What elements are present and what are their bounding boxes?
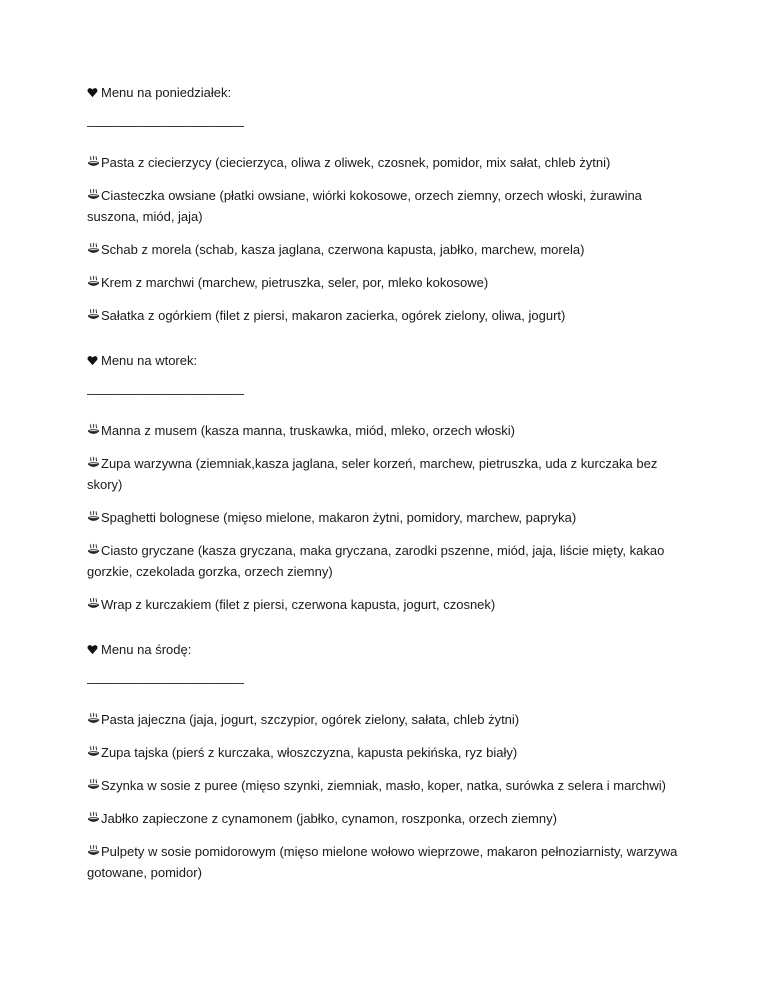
menu-item	[87, 185, 687, 227]
divider-line: —————————————	[87, 386, 243, 401]
hot-dish-icon	[87, 155, 100, 168]
menu-item	[87, 808, 687, 829]
menu-item-text: Pasta z ciecierzycy (ciecierzyca, oliwa z oliwek, czosnek, pomidor, mix sałat, chleb żytni)	[101, 155, 611, 170]
document-page	[87, 82, 687, 907]
menu-heading	[87, 82, 687, 103]
hot-dish-icon	[87, 811, 100, 824]
menu-item	[87, 239, 687, 260]
hot-dish-icon	[87, 712, 100, 725]
menu-item	[87, 594, 687, 615]
menu-item-text: Ciasto gryczane (kasza gryczana, maka gryczana, zarodki pszenne, miód, jaja, liście mięty, kakao gorzkie, czekolada gorzka, orzech ziemny)	[87, 543, 665, 579]
hot-dish-icon	[87, 597, 100, 610]
hot-dish-icon	[87, 423, 100, 436]
menu-item	[87, 775, 687, 796]
menu-heading-text: Menu na środę:	[101, 642, 192, 657]
heart-icon	[87, 87, 98, 98]
menu-heading-text: Menu na wtorek:	[101, 353, 198, 368]
divider-line: —————————————	[87, 118, 243, 133]
hot-dish-icon	[87, 308, 100, 321]
menu-section-wednesday	[87, 639, 687, 883]
menu-item-text: Zupa tajska (pierś z kurczaka, włoszczyzna, kapusta pekińska, ryz biały)	[101, 745, 518, 760]
menu-section-tuesday	[87, 350, 687, 615]
menu-item	[87, 305, 687, 326]
menu-item	[87, 272, 687, 293]
hot-dish-icon	[87, 745, 100, 758]
hot-dish-icon	[87, 456, 100, 469]
menu-item	[87, 152, 687, 173]
menu-item-text: Jabłko zapieczone z cynamonem (jabłko, cynamon, roszponka, orzech ziemny)	[101, 811, 557, 826]
menu-item-text: Ciasteczka owsiane (płatki owsiane, wiórki kokosowe, orzech ziemny, orzech włoski, żurawina suszona, miód, jaja)	[87, 188, 642, 224]
menu-heading-text: Menu na poniedziałek:	[101, 85, 232, 100]
menu-item	[87, 742, 687, 763]
hot-dish-icon	[87, 778, 100, 791]
menu-item	[87, 507, 687, 528]
menu-item-text: Wrap z kurczakiem (filet z piersi, czerwona kapusta, jogurt, czosnek)	[101, 597, 496, 612]
menu-item	[87, 709, 687, 730]
menu-heading	[87, 350, 687, 371]
menu-section-monday	[87, 82, 687, 326]
menu-item-text: Pulpety w sosie pomidorowym (mięso mielone wołowo wieprzowe, makaron pełnoziarnisty, warzywa gotowane, pomidor)	[87, 844, 678, 880]
hot-dish-icon	[87, 242, 100, 255]
menu-item	[87, 420, 687, 441]
menu-item	[87, 540, 687, 582]
menu-item-text: Zupa warzywna (ziemniak,kasza jaglana, seler korzeń, marchew, pietruszka, uda z kurczaka bez skory)	[87, 456, 658, 492]
menu-item-text: Krem z marchwi (marchew, pietruszka, seler, por, mleko kokosowe)	[101, 275, 489, 290]
menu-item-text: Pasta jajeczna (jaja, jogurt, szczypior, ogórek zielony, sałata, chleb żytni)	[101, 712, 520, 727]
menu-item	[87, 453, 687, 495]
divider-line: —————————————	[87, 675, 243, 690]
menu-item	[87, 841, 687, 883]
hot-dish-icon	[87, 543, 100, 556]
menu-heading	[87, 639, 687, 660]
heart-icon	[87, 644, 98, 655]
menu-item-text: Szynka w sosie z puree (mięso szynki, ziemniak, masło, koper, natka, surówka z selera i marchwi)	[101, 778, 666, 793]
menu-item-text: Schab z morela (schab, kasza jaglana, czerwona kapusta, jabłko, marchew, morela)	[101, 242, 585, 257]
hot-dish-icon	[87, 510, 100, 523]
hot-dish-icon	[87, 275, 100, 288]
hot-dish-icon	[87, 844, 100, 857]
hot-dish-icon	[87, 188, 100, 201]
heart-icon	[87, 355, 98, 366]
menu-item-text: Sałatka z ogórkiem (filet z piersi, makaron zacierka, ogórek zielony, oliwa, jogurt)	[101, 308, 566, 323]
menu-item-text: Spaghetti bolognese (mięso mielone, makaron żytni, pomidory, marchew, papryka)	[101, 510, 577, 525]
menu-item-text: Manna z musem (kasza manna, truskawka, miód, mleko, orzech włoski)	[101, 423, 515, 438]
